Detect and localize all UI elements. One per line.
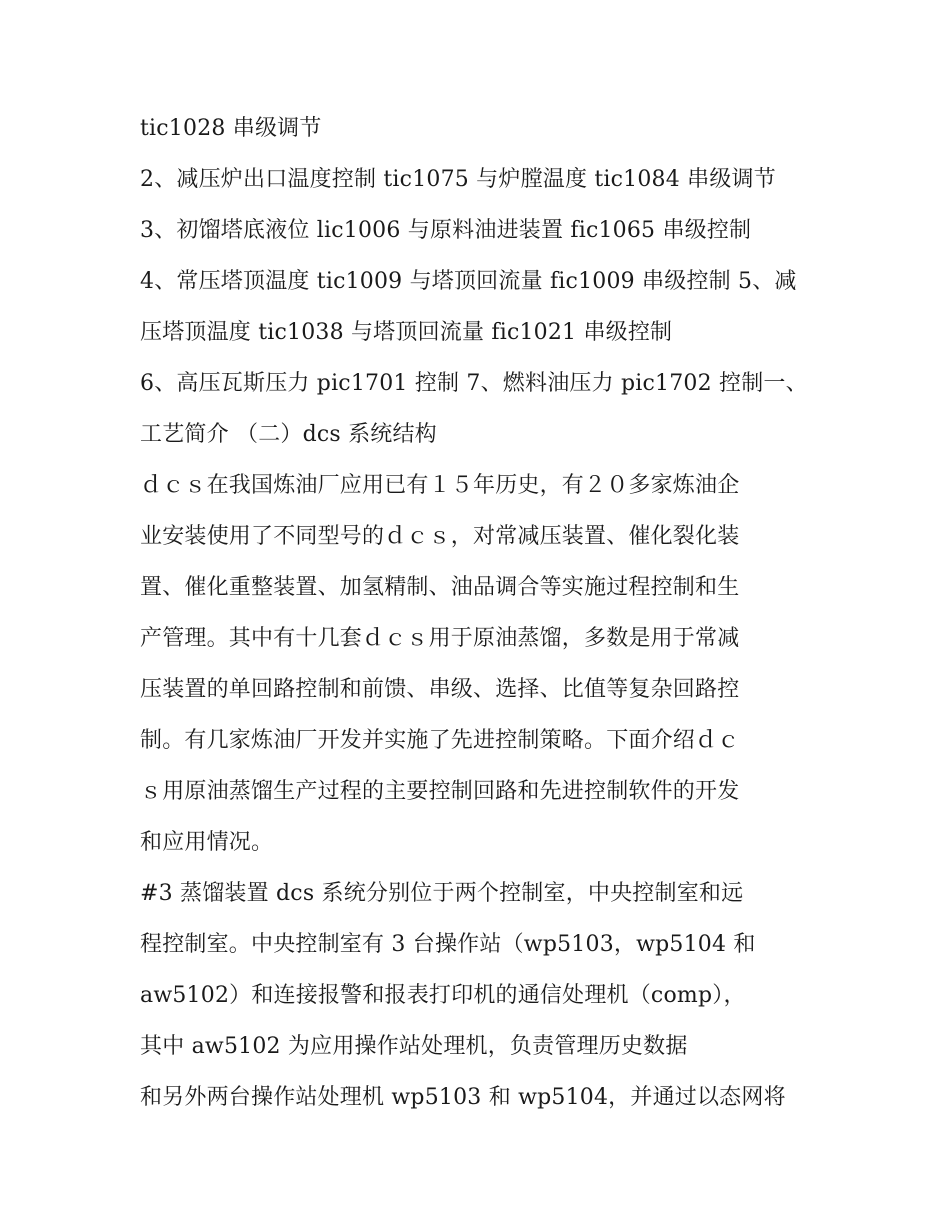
text-line: 业安装使用了不同型号的ｄｃｓ，对常减压装置、催化裂化装 [140, 524, 740, 549]
text-line: 产管理。其中有十几套ｄｃｓ用于原油蒸馏，多数是用于常减 [140, 626, 740, 651]
text-line: 其中 aw5102 为应用操作站处理机，负责管理历史数据 [140, 1034, 688, 1059]
text-line: #3 蒸馏装置 dcs 系统分别位于两个控制室，中央控制室和远 [140, 881, 744, 906]
text-line: 和另外两台操作站处理机 wp5103 和 wp5104，并通过以态网将 [140, 1085, 786, 1110]
text-line: ｓ用原油蒸馏生产过程的主要控制回路和先进控制软件的开发 [140, 779, 740, 804]
text-line: 程控制室。中央控制室有 3 台操作站（wp5103，wp5104 和 [140, 932, 756, 957]
text-line: 压装置的单回路控制和前馈、串级、选择、比值等复杂回路控 [140, 677, 740, 702]
document-body [140, 106, 820, 1126]
text-line: 置、催化重整装置、加氢精制、油品调合等实施过程控制和生 [140, 575, 740, 600]
text-line: tic1028 串级调节 [140, 116, 322, 141]
text-line: ｄｃｓ在我国炼油厂应用已有１５年历史，有２０多家炼油企 [140, 473, 740, 498]
text-line: aw5102）和连接报警和报表打印机的通信处理机（comp）， [140, 983, 746, 1008]
text-line: 和应用情况。 [140, 830, 274, 855]
text-line: 3、初馏塔底液位 lic1006 与原料油进装置 fic1065 串级控制 [140, 218, 752, 243]
text-line: 压塔顶温度 tic1038 与塔顶回流量 fic1021 串级控制 [140, 320, 673, 345]
text-line: 2、减压炉出口温度控制 tic1075 与炉膛温度 tic1084 串级调节 [140, 167, 776, 192]
text-line: 制。有几家炼油厂开发并实施了先进控制策略。下面介绍ｄｃ [140, 728, 740, 753]
text-line: 4、常压塔顶温度 tic1009 与塔顶回流量 fic1009 串级控制 5、减 [140, 269, 797, 294]
text-line: 工艺简介 （二）dcs 系统结构 [140, 422, 437, 447]
text-line: 6、高压瓦斯压力 pic1701 控制 7、燃料油压力 pic1702 控制一、 [140, 371, 808, 396]
